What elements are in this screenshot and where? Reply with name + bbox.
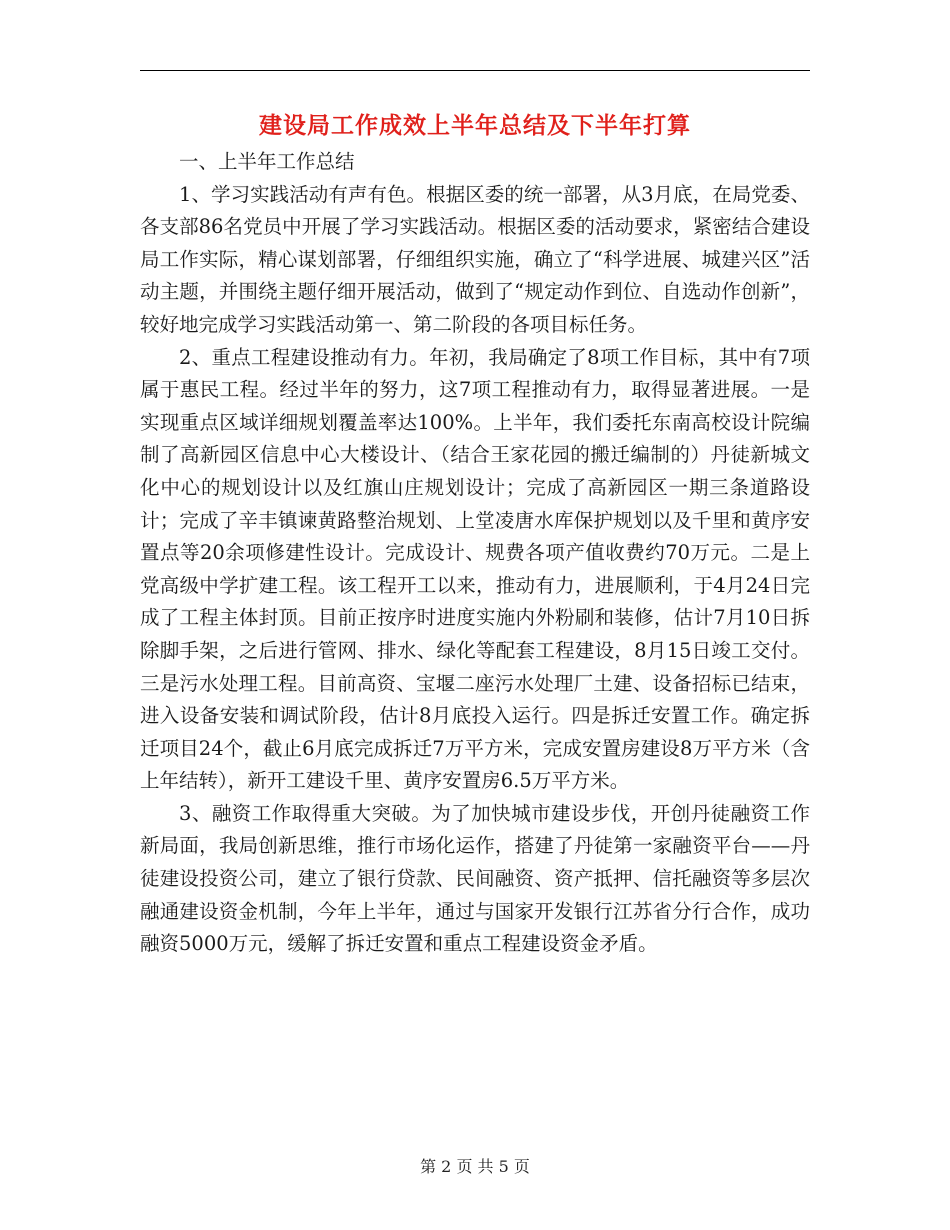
paragraph-study-activities: 1、学习实践活动有声有色。根据区委的统一部署，从3月底，在局党委、各支部86名党员中开展了学习实践活动。根据区委的活动要求，紧密结合建设局工作实际，精心谋划部署，仔细组织实施，确立了“科学进展、城建兴区”活动主题，并围绕主题仔细开展活动，做到了“规定动作到位、自选动作创新”，较好地完成学习实践活动第一、第二阶段的各项目标任务。 [140, 182, 810, 336]
header-rule [140, 70, 810, 71]
document-body [140, 146, 810, 961]
section-heading: 一、上半年工作总结 [179, 150, 355, 173]
document-title: 建设局工作成效上半年总结及下半年打算 [259, 112, 691, 139]
paragraph-key-projects: 2、重点工程建设推动有力。年初，我局确定了8项工作目标，其中有7项属于惠民工程。经过半年的努力，这7项工程推动有力，取得显著进展。一是实现重点区域详细规划覆盖率达100%。上半年，我们委托东南高校设计院编制了高新园区信息中心大楼设计、（结合王家花园的搬迁编制的）丹徒新城文化中心的规划设计以及红旗山庄规划设计；完成了高新园区一期三条道路设计；完成了辛丰镇谏黄路整治规划、上堂凌唐水库保护规划以及千里和黄序安置点等20余项修建性设计。完成设计、规费各项产值收费约70万元。二是上党高级中学扩建工程。该工程开工以来，推动有力，进展顺利，于4月24日完成了工程主体封顶。目前正按序时进度实施内外粉刷和装修，估计7月10日拆除脚手架，之后进行管网、排水、绿化等配套工程建设，8月15日竣工交付。三是污水处理工程。目前高资、宝堰二座污水处理厂土建、设备招标已结束，进入设备安装和调试阶段，估计8月底投入运行。四是拆迁安置工作。确定拆迁项目24个，截止6月底完成拆迁7万平方米，完成安置房建设8万平方米（含上年结转），新开工建设千里、黄序安置房6.5万平方米。 [140, 345, 810, 793]
page-number: 第 2 页 共 5 页 [420, 1157, 530, 1176]
paragraph-financing: 3、融资工作取得重大突破。为了加快城市建设步伐，开创丹徒融资工作新局面，我局创新思维，推行市场化运作，搭建了丹徒第一家融资平台——丹徒建设投资公司，建立了银行贷款、民间融资、资产抵押、信托融资等多层次融通建设资金机制，今年上半年，通过与国家开发银行江苏省分行合作，成功融资5000万元，缓解了拆迁安置和重点工程建设资金矛盾。 [140, 801, 810, 956]
